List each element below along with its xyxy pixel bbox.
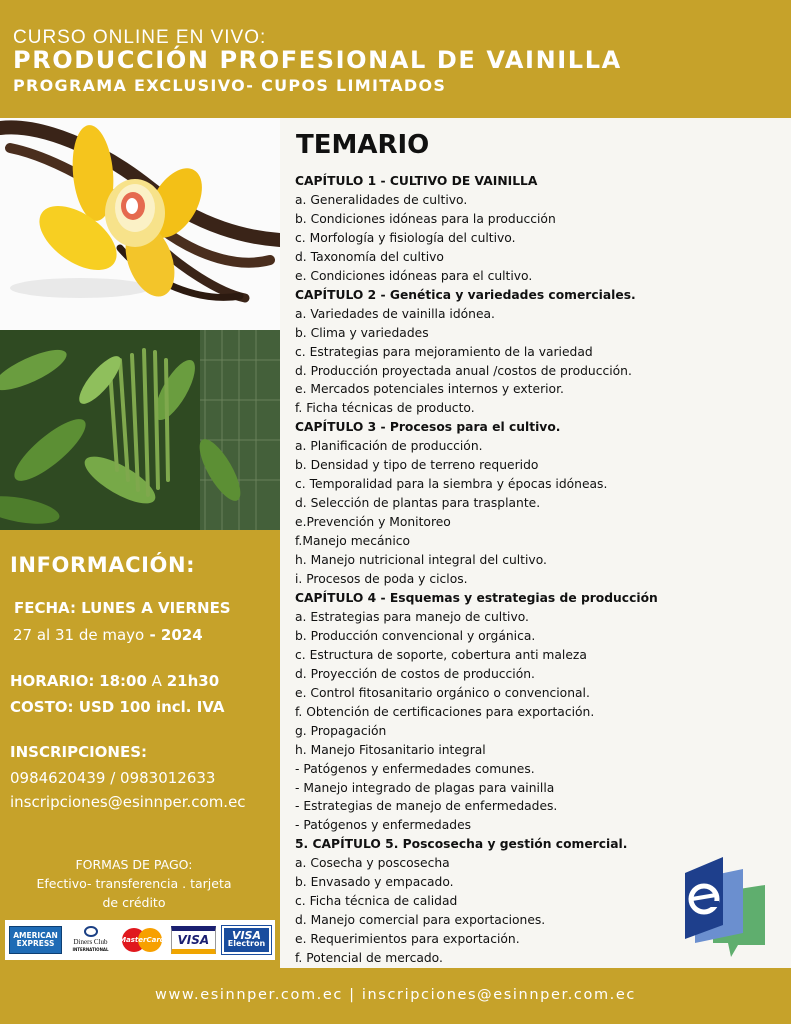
card-logos — [5, 920, 275, 960]
syllabus-item: c. Estructura de soporte, cobertura anti maleza — [295, 647, 587, 662]
visa-logo: VISA — [171, 926, 216, 954]
syllabus-list — [295, 172, 775, 968]
info-title: INFORMACIÓN: — [10, 553, 196, 577]
syllabus-item: b. Densidad y tipo de terreno requerido — [295, 458, 539, 473]
fecha-separator: - — [144, 626, 161, 644]
info-panel — [0, 530, 280, 970]
syllabus-item: f. Potencial de mercado. — [295, 951, 443, 966]
mastercard-logo: MasterCard — [119, 926, 165, 954]
chapter-heading: 5. CAPÍTULO 5. Poscosecha y gestión comercial. — [295, 837, 628, 852]
horario — [10, 672, 219, 690]
syllabus-item: c. Ficha técnica de calidad — [295, 894, 458, 909]
vanilla-plants-illustration — [0, 330, 280, 530]
syllabus-item: a. Planificación de producción. — [295, 439, 483, 454]
syllabus-item: b. Producción convencional y orgánica. — [295, 628, 536, 643]
syllabus-item: a. Generalidades de cultivo. — [295, 192, 468, 207]
syllabus-item: d. Taxonomía del cultivo — [295, 249, 444, 264]
horario-mid: A — [151, 672, 162, 690]
vanilla-flower-illustration — [0, 118, 280, 330]
inscripciones-label: INSCRIPCIONES: — [10, 743, 148, 761]
horario-start: 18:00 — [99, 672, 147, 690]
syllabus-item: e. Control fitosanitario orgánico o convencional. — [295, 685, 590, 700]
syllabus-item: a. Cosecha y poscosecha — [295, 856, 450, 871]
header-title: PRODUCCIÓN PROFESIONAL DE VAINILLA — [13, 46, 622, 74]
chapter-heading: CAPÍTULO 2 - Genética y variedades comerciales. — [295, 287, 636, 302]
syllabus-item: - Manejo integrado de plagas para vainilla — [295, 780, 555, 795]
syllabus-item: d. Producción proyectada anual /costos de producción. — [295, 363, 632, 378]
header-banner — [0, 0, 791, 118]
header-subtitle: PROGRAMA EXCLUSIVO- CUPOS LIMITADOS — [13, 76, 447, 95]
diners-circle-icon — [84, 926, 98, 937]
syllabus-item: - Estrategias de manejo de enfermedades. — [295, 799, 558, 814]
payment-line-2: de crédito — [102, 895, 166, 910]
vanilla-plants-image — [0, 330, 280, 530]
payment-line-1: Efectivo- transferencia . tarjeta — [36, 876, 232, 891]
phone-numbers: 0984620439 / 0983012633 — [10, 769, 216, 787]
syllabus-item: a. Estrategias para manejo de cultivo. — [295, 609, 529, 624]
visa-electron-logo: VISA Electron — [222, 926, 271, 954]
syllabus-item: c. Temporalidad para la siembra y épocas idóneas. — [295, 477, 608, 492]
syllabus-item: h. Manejo nutricional integral del cultivo. — [295, 553, 547, 568]
syllabus-item: d. Proyección de costos de producción. — [295, 666, 535, 681]
amex-logo: AMERICAN EXPRESS — [9, 926, 62, 954]
payment-methods — [0, 855, 268, 912]
chapter-heading: CAPÍTULO 3 - Procesos para el cultivo. — [295, 420, 561, 435]
syllabus-item: e. Mercados potenciales internos y exterior. — [295, 382, 564, 397]
syllabus-item: f. Ficha técnicas de producto. — [295, 401, 475, 416]
header-pretitle: CURSO ONLINE EN VIVO: — [13, 27, 267, 48]
vanilla-flower-image — [0, 118, 280, 330]
syllabus-item: a. Variedades de vainilla idónea. — [295, 306, 495, 321]
syllabus-item: d. Manejo comercial para exportaciones. — [295, 913, 546, 928]
chapter-heading: CAPÍTULO 1 - CULTIVO DE VAINILLA — [295, 174, 538, 188]
syllabus-item: h. Manejo Fitosanitario integral — [295, 742, 486, 757]
esinnper-e-logo-icon — [683, 855, 771, 957]
payment-title: FORMAS DE PAGO: — [75, 857, 193, 872]
syllabus-item: d. Selección de plantas para trasplante. — [295, 496, 541, 511]
syllabus-item: b. Envasado y empacado. — [295, 875, 454, 890]
diners-logo: Diners Club INTERNATIONAL — [68, 926, 113, 954]
syllabus-item: i. Procesos de poda y ciclos. — [295, 572, 468, 587]
chapter-heading: CAPÍTULO 4 - Esquemas y estrategias de producción — [295, 590, 658, 605]
syllabus-item: e. Requerimientos para exportación. — [295, 932, 520, 947]
syllabus-item: - Patógenos y enfermedades comunes. — [295, 761, 535, 776]
syllabus-item: b. Clima y variedades — [295, 325, 429, 340]
syllabus-item: c. Morfología y fisiología del cultivo. — [295, 230, 516, 245]
fecha-year: 2024 — [160, 626, 203, 644]
syllabus-item: b. Condiciones idóneas para la producción — [295, 211, 556, 226]
contact-email[interactable]: inscripciones@esinnper.com.ec — [10, 793, 246, 811]
fecha-label: FECHA: LUNES A VIERNES — [14, 599, 231, 617]
syllabus-item: f. Obtención de certificaciones para exportación. — [295, 704, 595, 719]
horario-label: HORARIO: — [10, 672, 95, 690]
horario-end: 21h30 — [166, 672, 220, 690]
temario-title: TEMARIO — [296, 130, 430, 160]
syllabus-item: c. Estrategias para mejoramiento de la variedad — [295, 344, 593, 359]
syllabus-item: - Patógenos y enfermedades — [295, 818, 472, 833]
footer — [0, 972, 791, 1024]
syllabus-item: g. Propagación — [295, 723, 387, 738]
footer-text[interactable]: www.esinnper.com.ec | inscripciones@esinnper.com.ec — [155, 987, 636, 1003]
syllabus-item: f.Manejo mecánico — [295, 534, 411, 549]
syllabus-item: e. Condiciones idóneas para el cultivo. — [295, 268, 533, 283]
costo: COSTO: USD 100 incl. IVA — [10, 698, 225, 716]
syllabus-item: e.Prevención y Monitoreo — [295, 515, 451, 530]
fecha-value — [13, 626, 203, 644]
fecha-dates: 27 al 31 de mayo — [13, 626, 145, 644]
